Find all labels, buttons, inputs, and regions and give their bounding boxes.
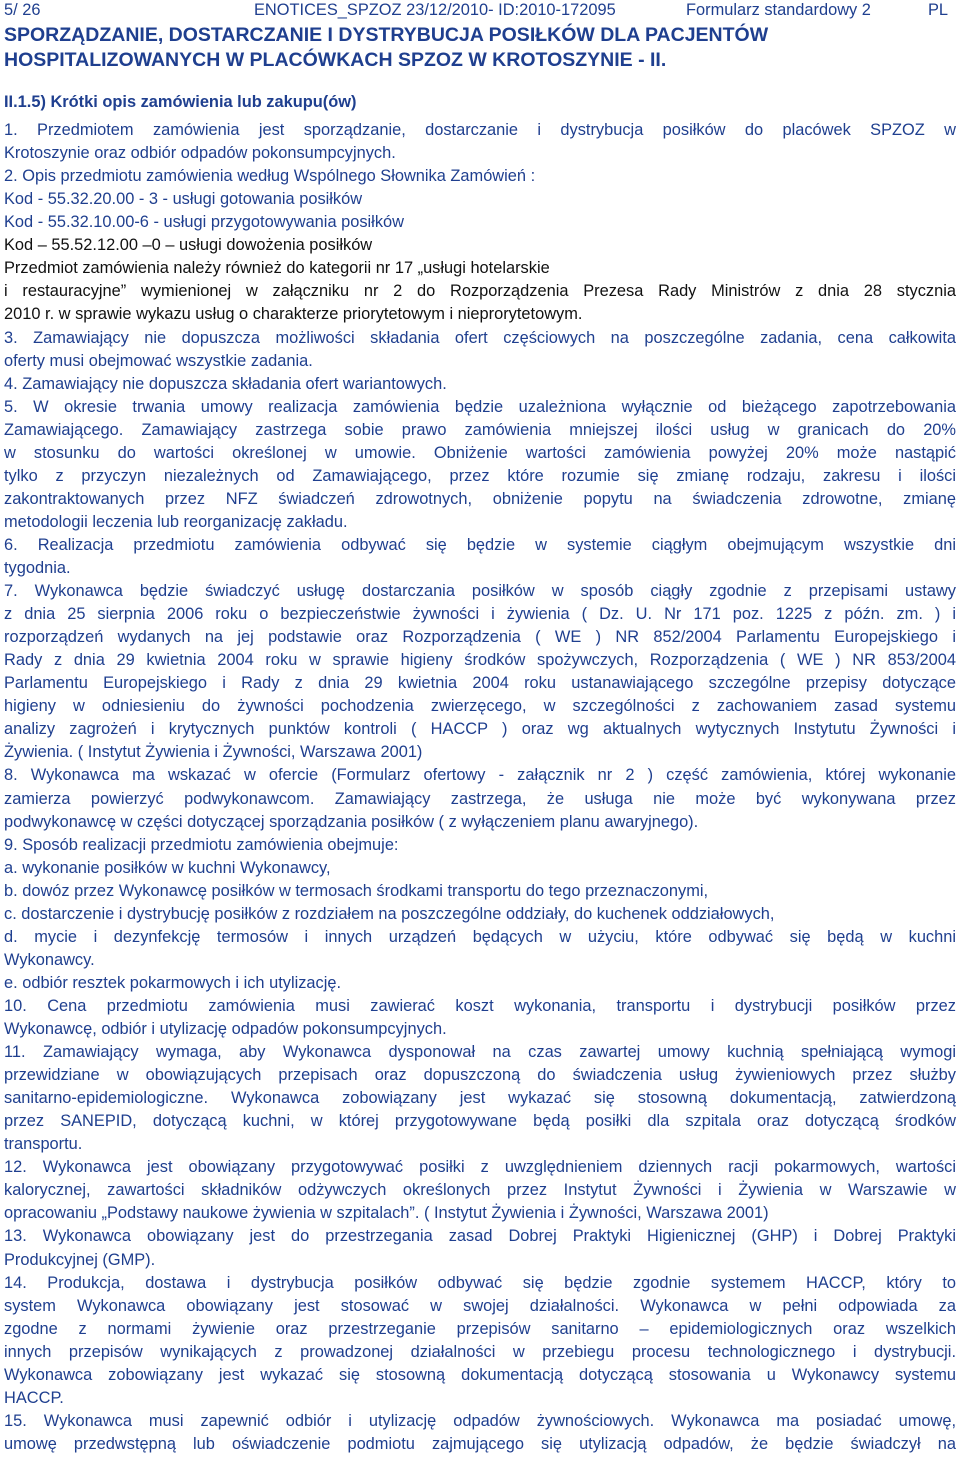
text-line: Kod - 55.32.20.00 - 3 - usługi gotowania posiłków (4, 190, 363, 209)
text-line: 9. Sposób realizacji przedmiotu zamówienia obejmuje: (4, 835, 399, 854)
text-line: 12. Wykonawca jest obowiązany przygotowywać posiłki z uwzględnieniem dziennych racji pokarmowych, wartości (4, 1158, 956, 1177)
page-number: 5/ 26 (4, 1, 41, 19)
text-line: Kod - 55.32.10.00-6 - usługi przygotowywania posiłków (4, 213, 404, 232)
text-line: oferty musi obejmować wszystkie zadania. (4, 351, 313, 370)
text-line: 11. Zamawiający wymaga, aby Wykonawca dysponował na czas zawartej umowy kuchnią spełniającą wymogi (4, 1043, 956, 1061)
text-line: rozporządzeń wydanych na jej podstawie oraz Rozporządzenia ( WE ) NR 852/2004 Parlamentu Europejskiego i (4, 628, 956, 647)
text-line: Żywienia. ( Instytut Żywienia i Żywności, Warszawa 2001) (4, 743, 423, 762)
document-title-line-2: HOSPITALIZOWANYCH W PLACÓWKACH SPZOZ W KROTOSZYNIE - II. (4, 49, 667, 71)
text-line: Wykonawcy. (4, 950, 95, 969)
text-line: opracowaniu „Podstawy naukowe żywienia w szpitalach”. ( Instytut Żywienia i Żywności, Warszawa 2001) (4, 1204, 769, 1223)
text-line: sanitarno-epidemiologiczne. Wykonawca zobowiązany jest wykazać się stosowną dokumentacją, zatwierdzoną (4, 1089, 956, 1108)
text-line: zamierza powierzyć podwykonawcom. Zamawiający zastrzega, że usługa nie może być wykonywana przez (4, 789, 956, 808)
text-line: Produkcyjnej (GMP). (4, 1250, 156, 1269)
text-line: 8. Wykonawca ma wskazać w ofercie (Formularz ofertowy - załącznik nr 2 ) część zamówienia, której wykonanie (4, 766, 956, 785)
text-line: system Wykonawca obowiązany jest stosować w swojej działalności. Wykonawca w pełni odpowiada za (4, 1296, 956, 1315)
text-line: b. dowóz przez Wykonawcę posiłków w termosach środkami transportu do tego przeznaczonymi, (4, 881, 709, 900)
section-heading: II.1.5) Krótki opis zamówienia lub zakupu(ów) (4, 93, 357, 111)
text-line: Zamawiającego. Zamawiający zastrzega sobie prawo zamówienia mniejszej ilości usług w granicach do 20% (4, 420, 956, 439)
language-code: PL (928, 1, 949, 19)
text-line: 6. Realizacja przedmiotu zamówienia odbywać się będzie w systemie ciągłym obejmującym wszystkie dni (4, 535, 956, 554)
document-id: ENOTICES_SPZOZ 23/12/2010- ID:2010-172095 (254, 1, 616, 19)
text-line: innych przepisów wynikających z prowadzonej działalności w przebiegu procesu technologicznego i dystrybucji. (4, 1342, 956, 1361)
text-line: Parlamentu Europejskiego i Rady z dnia 29 kwietnia 2004 roku ustanawiającego szczególne przepisy dotyczące (4, 674, 956, 693)
text-line: tygodnia. (4, 559, 71, 577)
text-line: Wykonawcę, odbiór i utylizację odpadów pokonsumpcyjnych. (4, 1020, 447, 1038)
text-line: 3. Zamawiający nie dopuszcza możliwości składania ofert częściowych na poszczególne zadania, cena całkowita (4, 328, 956, 347)
text-line: 15. Wykonawca musi zapewnić odbiór i utylizację odpadów żywnościowych. Wykonawca ma posiadać umowę, (4, 1411, 956, 1430)
text-line: 2010 r. w sprawie wykazu usług o charakterze priorytetowym i nieprorytetowym. (4, 305, 583, 324)
text-line: higieny w odniesieniu do żywności pochodzenia zwierzęcego, w szczególności z zachowaniem zasad systemu (4, 697, 956, 716)
text-line: 4. Zamawiający nie dopuszcza składania ofert wariantowych. (4, 374, 447, 393)
text-line: tylko z przyczyn niezależnych od Zamawiającego, przez które rozumie się zmianę rodzaju, zakresu i ilości (4, 466, 956, 485)
text-line: metodologii leczenia lub reorganizację zakładu. (4, 512, 348, 531)
text-line: Krotoszynie oraz odbiór odpadów pokonsumpcyjnych. (4, 144, 396, 163)
text-line: Przedmiot zamówienia należy również do kategorii nr 17 „usługi hotelarskie (4, 259, 550, 278)
text-line: analizy zagrożeń i krytycznych punktów kontroli ( HACCP ) oraz wg aktualnych wytycznych Instytutu Żywności i (4, 720, 956, 739)
text-line: w stosunku do wartości określonej w umowie. Obniżenie wartości zamówienia powyżej 20% może nastąpić (4, 443, 956, 462)
text-line: z dnia 25 sierpnia 2006 roku o bezpieczeństwie żywności i żywienia ( Dz. U. Nr 171 poz. 1225 z późn. zm. ) i (4, 605, 956, 623)
text-line: transportu. (4, 1135, 83, 1154)
text-line: 13. Wykonawca obowiązany jest do przestrzegania zasad Dobrej Praktyki Higienicznej (GHP) i Dobrej Praktyki (4, 1227, 956, 1246)
text-line: 14. Produkcja, dostawa i dystrybucja posiłków odbywać się będzie zgodnie systemem HACCP, który to (4, 1273, 956, 1292)
text-line: Kod – 55.52.12.00 –0 – usługi dowożenia posiłków (4, 236, 373, 255)
text-line: c. dostarczenie i dystrybucję posiłków z rozdziałem na poszczególne oddziały, do kuchenek oddziałowych, (4, 904, 775, 923)
text-line: a. wykonanie posiłków w kuchni Wykonawcy, (4, 858, 331, 877)
text-line: przewidziane w obowiązujących przepisach oraz dopuszczoną do świadczenia usług żywieniowych przez służby (4, 1066, 956, 1085)
form-name: Formularz standardowy 2 (686, 1, 871, 19)
text-line: i restauracyjne” wymienionej w załączniku nr 2 do Rozporządzenia Prezesa Rady Ministrów z dnia 28 stycznia (4, 282, 956, 301)
text-line: przez SANEPID, dotyczącą kuchni, w której przygotowywane będą posiłki dla szpitala oraz dotyczącą środków (4, 1112, 956, 1131)
text-line: d. mycie i dezynfekcję termosów i innych urządzeń będących w użyciu, które odbywać się będą w kuchni (4, 927, 956, 946)
page-header (4, 0, 956, 22)
text-line: kalorycznej, zawartości składników odżywczych określonych przez Instytut Żywności i Żywienia w Warszawie w (4, 1181, 956, 1200)
text-line: zgodne z normami żywienie oraz przestrzeganie przepisów sanitarno – epidemiologicznych oraz wszelkich (4, 1319, 956, 1338)
text-line: Rady z dnia 29 kwietnia 2004 roku w sprawie higieny środków spożywczych, Rozporządzenia ( WE ) NR 853/2004 (4, 651, 956, 670)
text-line: zakontraktowanych przez NFZ świadczeń zdrowotnych, obniżenie popytu na świadczenia zdrowotne, zmianę (4, 489, 956, 508)
text-line: 5. W okresie trwania umowy realizacja zamówienia będzie uzależniona wyłącznie od bieżącego zapotrzebowania (4, 397, 956, 416)
text-line: HACCP. (4, 1388, 64, 1407)
text-line: 7. Wykonawca będzie świadczyć usługę dostarczania posiłków w sposób ciągły zgodnie z przepisami ustawy (4, 582, 956, 600)
text-line: 2. Opis przedmiotu zamówienia według Wspólnego Słownika Zamówień : (4, 167, 536, 186)
document-title-line-1: SPORZĄDZANIE, DOSTARCZANIE I DYSTRYBUCJA POSIŁKÓW DLA PACJENTÓW (4, 24, 769, 46)
text-line: 1. Przedmiotem zamówienia jest sporządzanie, dostarczanie i dystrybucja posiłków do placówek SPZOZ w (4, 121, 956, 139)
text-line: 10. Cena przedmiotu zamówienia musi zawierać koszt wykonania, transportu i dystrybucji posiłków przez (4, 996, 956, 1015)
text-line: podwykonawcę w części dotyczącej sporządzania posiłków ( z wyłączeniem planu awaryjnego). (4, 812, 699, 831)
text-line: Wykonawca zobowiązany jest wykazać się stosowną dokumentacją dotyczącą stosowania u Wykonawcy systemu (4, 1365, 956, 1384)
text-line: umowę przedwstępną lub oświadczenie podmiotu zajmującego się utylizacją odpadów, że będzie świadczył na (4, 1434, 956, 1453)
text-line: e. odbiór resztek pokarmowych i ich utylizację. (4, 973, 342, 992)
